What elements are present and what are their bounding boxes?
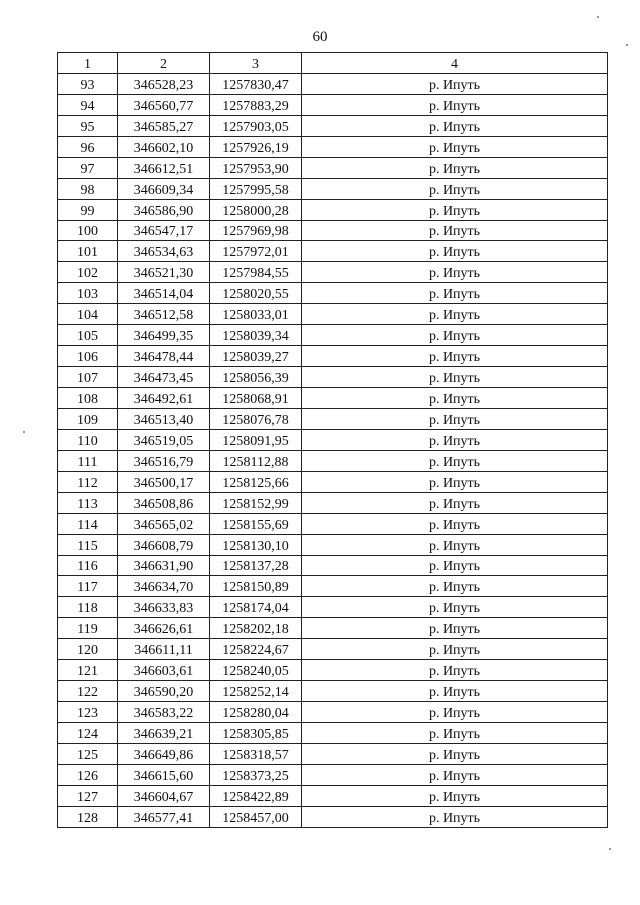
table-row (58, 681, 608, 702)
x-coordinate-cell: 346604,67 (118, 785, 210, 806)
table-row (58, 262, 608, 283)
y-coordinate-cell: 1258091,95 (210, 429, 302, 450)
table-row (58, 157, 608, 178)
description-cell: р. Ипуть (302, 262, 608, 283)
point-number-cell: 93 (58, 73, 118, 94)
table-row (58, 136, 608, 157)
y-coordinate-cell: 1258056,39 (210, 367, 302, 388)
y-coordinate-cell: 1258000,28 (210, 199, 302, 220)
point-number-cell: 123 (58, 702, 118, 723)
y-coordinate-cell: 1258155,69 (210, 513, 302, 534)
x-coordinate-cell: 346583,22 (118, 702, 210, 723)
x-coordinate-cell: 346611,11 (118, 639, 210, 660)
point-number-cell: 115 (58, 534, 118, 555)
description-cell: р. Ипуть (302, 681, 608, 702)
x-coordinate-cell: 346577,41 (118, 806, 210, 827)
description-cell: р. Ипуть (302, 764, 608, 785)
table-row (58, 513, 608, 534)
point-number-cell: 105 (58, 325, 118, 346)
coordinates-table (57, 52, 608, 828)
description-cell: р. Ипуть (302, 157, 608, 178)
point-number-cell: 109 (58, 408, 118, 429)
table-row (58, 597, 608, 618)
table-row (58, 534, 608, 555)
description-cell: р. Ипуть (302, 241, 608, 262)
x-coordinate-cell: 346631,90 (118, 555, 210, 576)
table-row (58, 429, 608, 450)
y-coordinate-cell: 1257926,19 (210, 136, 302, 157)
point-number-cell: 119 (58, 618, 118, 639)
x-coordinate-cell: 346508,86 (118, 492, 210, 513)
description-cell: р. Ипуть (302, 429, 608, 450)
description-cell: р. Ипуть (302, 743, 608, 764)
description-cell: р. Ипуть (302, 408, 608, 429)
table-row (58, 555, 608, 576)
description-cell: р. Ипуть (302, 220, 608, 241)
description-cell: р. Ипуть (302, 450, 608, 471)
x-coordinate-cell: 346585,27 (118, 115, 210, 136)
x-coordinate-cell: 346586,90 (118, 199, 210, 220)
table-row (58, 346, 608, 367)
point-number-cell: 113 (58, 492, 118, 513)
y-coordinate-cell: 1258137,28 (210, 555, 302, 576)
scan-speck (597, 16, 599, 18)
point-number-cell: 111 (58, 450, 118, 471)
table-row (58, 388, 608, 409)
x-coordinate-cell: 346499,35 (118, 325, 210, 346)
header-col-2: 2 (118, 53, 210, 74)
x-coordinate-cell: 346602,10 (118, 136, 210, 157)
y-coordinate-cell: 1258318,57 (210, 743, 302, 764)
point-number-cell: 117 (58, 576, 118, 597)
header-col-1: 1 (58, 53, 118, 74)
y-coordinate-cell: 1257969,98 (210, 220, 302, 241)
x-coordinate-cell: 346547,17 (118, 220, 210, 241)
y-coordinate-cell: 1258033,01 (210, 304, 302, 325)
point-number-cell: 125 (58, 743, 118, 764)
y-coordinate-cell: 1258039,27 (210, 346, 302, 367)
description-cell: р. Ипуть (302, 806, 608, 827)
description-cell: р. Ипуть (302, 618, 608, 639)
table-row (58, 283, 608, 304)
y-coordinate-cell: 1257903,05 (210, 115, 302, 136)
page-number: 60 (312, 29, 328, 45)
x-coordinate-cell: 346626,61 (118, 618, 210, 639)
table-row (58, 764, 608, 785)
table-row (58, 408, 608, 429)
y-coordinate-cell: 1257995,58 (210, 178, 302, 199)
point-number-cell: 94 (58, 94, 118, 115)
x-coordinate-cell: 346519,05 (118, 429, 210, 450)
x-coordinate-cell: 346513,40 (118, 408, 210, 429)
x-coordinate-cell: 346516,79 (118, 450, 210, 471)
description-cell: р. Ипуть (302, 136, 608, 157)
header-col-3: 3 (210, 53, 302, 74)
x-coordinate-cell: 346608,79 (118, 534, 210, 555)
y-coordinate-cell: 1258224,67 (210, 639, 302, 660)
description-cell: р. Ипуть (302, 367, 608, 388)
point-number-cell: 102 (58, 262, 118, 283)
table-row (58, 220, 608, 241)
y-coordinate-cell: 1258373,25 (210, 764, 302, 785)
table-row (58, 576, 608, 597)
y-coordinate-cell: 1258112,88 (210, 450, 302, 471)
point-number-cell: 120 (58, 639, 118, 660)
x-coordinate-cell: 346492,61 (118, 388, 210, 409)
y-coordinate-cell: 1258125,66 (210, 471, 302, 492)
y-coordinate-cell: 1258152,99 (210, 492, 302, 513)
x-coordinate-cell: 346565,02 (118, 513, 210, 534)
scan-speck (23, 431, 25, 433)
y-coordinate-cell: 1258280,04 (210, 702, 302, 723)
table-row (58, 199, 608, 220)
table-row (58, 660, 608, 681)
point-number-cell: 121 (58, 660, 118, 681)
y-coordinate-cell: 1258422,89 (210, 785, 302, 806)
table-row (58, 178, 608, 199)
y-coordinate-cell: 1258305,85 (210, 723, 302, 744)
point-number-cell: 98 (58, 178, 118, 199)
table-row (58, 618, 608, 639)
description-cell: р. Ипуть (302, 513, 608, 534)
point-number-cell: 106 (58, 346, 118, 367)
point-number-cell: 96 (58, 136, 118, 157)
description-cell: р. Ипуть (302, 492, 608, 513)
y-coordinate-cell: 1258202,18 (210, 618, 302, 639)
y-coordinate-cell: 1258150,89 (210, 576, 302, 597)
x-coordinate-cell: 346639,21 (118, 723, 210, 744)
point-number-cell: 101 (58, 241, 118, 262)
description-cell: р. Ипуть (302, 555, 608, 576)
table-row (58, 304, 608, 325)
table-row (58, 73, 608, 94)
description-cell: р. Ипуть (302, 702, 608, 723)
x-coordinate-cell: 346633,83 (118, 597, 210, 618)
y-coordinate-cell: 1258240,05 (210, 660, 302, 681)
description-cell: р. Ипуть (302, 283, 608, 304)
point-number-cell: 127 (58, 785, 118, 806)
x-coordinate-cell: 346603,61 (118, 660, 210, 681)
description-cell: р. Ипуть (302, 785, 608, 806)
point-number-cell: 107 (58, 367, 118, 388)
x-coordinate-cell: 346534,63 (118, 241, 210, 262)
table-row (58, 471, 608, 492)
description-cell: р. Ипуть (302, 388, 608, 409)
table-row (58, 94, 608, 115)
table-row (58, 743, 608, 764)
x-coordinate-cell: 346521,30 (118, 262, 210, 283)
description-cell: р. Ипуть (302, 73, 608, 94)
description-cell: р. Ипуть (302, 723, 608, 744)
description-cell: р. Ипуть (302, 597, 608, 618)
x-coordinate-cell: 346634,70 (118, 576, 210, 597)
x-coordinate-cell: 346514,04 (118, 283, 210, 304)
point-number-cell: 108 (58, 388, 118, 409)
description-cell: р. Ипуть (302, 178, 608, 199)
y-coordinate-cell: 1258252,14 (210, 681, 302, 702)
scan-speck (626, 44, 628, 46)
point-number-cell: 128 (58, 806, 118, 827)
description-cell: р. Ипуть (302, 304, 608, 325)
point-number-cell: 100 (58, 220, 118, 241)
description-cell: р. Ипуть (302, 325, 608, 346)
x-coordinate-cell: 346609,34 (118, 178, 210, 199)
x-coordinate-cell: 346560,77 (118, 94, 210, 115)
point-number-cell: 116 (58, 555, 118, 576)
x-coordinate-cell: 346615,60 (118, 764, 210, 785)
y-coordinate-cell: 1258457,00 (210, 806, 302, 827)
x-coordinate-cell: 346649,86 (118, 743, 210, 764)
table-row (58, 702, 608, 723)
y-coordinate-cell: 1258076,78 (210, 408, 302, 429)
y-coordinate-cell: 1258020,55 (210, 283, 302, 304)
table-row (58, 639, 608, 660)
description-cell: р. Ипуть (302, 471, 608, 492)
y-coordinate-cell: 1257972,01 (210, 241, 302, 262)
x-coordinate-cell: 346590,20 (118, 681, 210, 702)
y-coordinate-cell: 1257984,55 (210, 262, 302, 283)
table-row (58, 785, 608, 806)
description-cell: р. Ипуть (302, 576, 608, 597)
x-coordinate-cell: 346612,51 (118, 157, 210, 178)
y-coordinate-cell: 1258068,91 (210, 388, 302, 409)
y-coordinate-cell: 1258174,04 (210, 597, 302, 618)
point-number-cell: 103 (58, 283, 118, 304)
description-cell: р. Ипуть (302, 94, 608, 115)
x-coordinate-cell: 346473,45 (118, 367, 210, 388)
point-number-cell: 126 (58, 764, 118, 785)
x-coordinate-cell: 346528,23 (118, 73, 210, 94)
table-row (58, 450, 608, 471)
point-number-cell: 122 (58, 681, 118, 702)
description-cell: р. Ипуть (302, 115, 608, 136)
table-row (58, 241, 608, 262)
point-number-cell: 112 (58, 471, 118, 492)
table-row (58, 492, 608, 513)
point-number-cell: 114 (58, 513, 118, 534)
point-number-cell: 104 (58, 304, 118, 325)
table-body (58, 73, 608, 827)
table-row (58, 367, 608, 388)
y-coordinate-cell: 1258039,34 (210, 325, 302, 346)
point-number-cell: 97 (58, 157, 118, 178)
table-row (58, 325, 608, 346)
table-row (58, 115, 608, 136)
y-coordinate-cell: 1257953,90 (210, 157, 302, 178)
header-col-4: 4 (302, 53, 608, 74)
table-header-row (58, 53, 608, 74)
description-cell: р. Ипуть (302, 199, 608, 220)
point-number-cell: 95 (58, 115, 118, 136)
description-cell: р. Ипуть (302, 639, 608, 660)
y-coordinate-cell: 1257883,29 (210, 94, 302, 115)
x-coordinate-cell: 346512,58 (118, 304, 210, 325)
y-coordinate-cell: 1258130,10 (210, 534, 302, 555)
point-number-cell: 118 (58, 597, 118, 618)
description-cell: р. Ипуть (302, 534, 608, 555)
point-number-cell: 124 (58, 723, 118, 744)
description-cell: р. Ипуть (302, 660, 608, 681)
description-cell: р. Ипуть (302, 346, 608, 367)
table-row (58, 723, 608, 744)
point-number-cell: 99 (58, 199, 118, 220)
table-row (58, 806, 608, 827)
x-coordinate-cell: 346500,17 (118, 471, 210, 492)
x-coordinate-cell: 346478,44 (118, 346, 210, 367)
point-number-cell: 110 (58, 429, 118, 450)
y-coordinate-cell: 1257830,47 (210, 73, 302, 94)
scan-speck (609, 848, 611, 850)
